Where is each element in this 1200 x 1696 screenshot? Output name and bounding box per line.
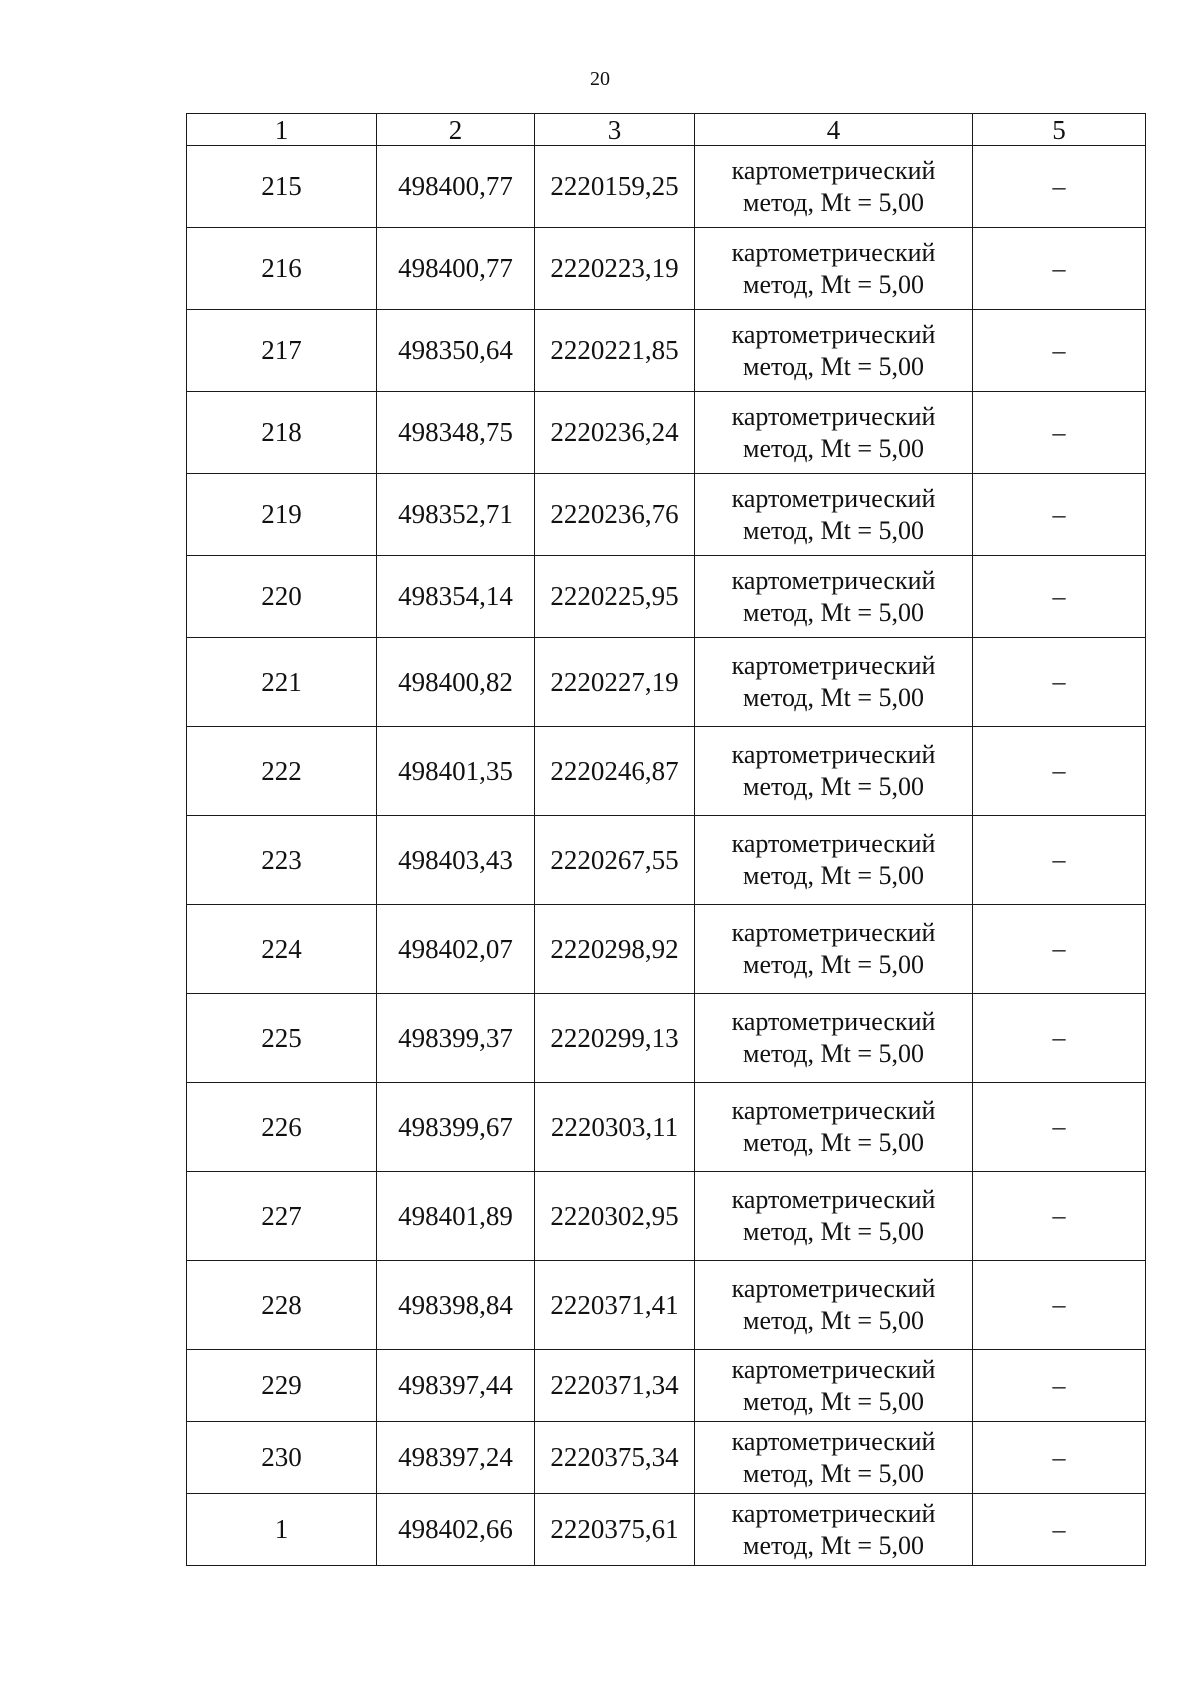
point-number-cell: 1: [187, 1494, 377, 1566]
method-cell: [695, 727, 973, 816]
method-line-1: картометрический: [731, 319, 936, 349]
method-line-2: метод, Mt = 5,00: [743, 683, 924, 712]
method-cell: [695, 905, 973, 994]
coordinate-y-cell: 2220159,25: [535, 146, 695, 228]
method-line-2: метод, Mt = 5,00: [743, 269, 924, 299]
header-row: [187, 114, 1146, 146]
note-cell: –: [973, 1083, 1146, 1172]
coordinate-y-cell: 2220267,55: [535, 816, 695, 905]
method-cell: [695, 310, 973, 392]
method-cell: [695, 1494, 973, 1566]
note-cell: –: [973, 556, 1146, 638]
table-row: [187, 556, 1146, 638]
method-line-2: метод, Mt = 5,00: [743, 772, 924, 801]
coordinate-y-cell: 2220375,61: [535, 1494, 695, 1566]
header-cell-5: 5: [973, 114, 1146, 146]
method-line-2: метод, Mt = 5,00: [743, 1306, 924, 1335]
point-number-cell: 224: [187, 905, 377, 994]
method-line-1: картометрический: [731, 829, 936, 858]
table-row: [187, 816, 1146, 905]
coordinate-x-cell: 498402,07: [377, 905, 535, 994]
table-row: [187, 228, 1146, 310]
table-row: [187, 638, 1146, 727]
point-number-cell: 215: [187, 146, 377, 228]
method-line-2: метод, Mt = 5,00: [743, 950, 924, 979]
note-cell: –: [973, 474, 1146, 556]
coordinate-x-cell: 498348,75: [377, 392, 535, 474]
method-line-1: картометрический: [731, 483, 936, 513]
method-line-2: метод, Mt = 5,00: [743, 351, 924, 381]
note-cell: –: [973, 228, 1146, 310]
point-number-cell: 217: [187, 310, 377, 392]
table-row: [187, 1261, 1146, 1350]
coordinate-y-cell: 2220371,41: [535, 1261, 695, 1350]
method-cell: [695, 392, 973, 474]
coordinate-y-cell: 2220221,85: [535, 310, 695, 392]
point-number-cell: 216: [187, 228, 377, 310]
note-cell: –: [973, 1494, 1146, 1566]
table-row: [187, 474, 1146, 556]
method-line-1: картометрический: [731, 1426, 936, 1456]
coordinate-y-cell: 2220375,34: [535, 1422, 695, 1494]
header-cell-4: 4: [695, 114, 973, 146]
coordinate-x-cell: 498350,64: [377, 310, 535, 392]
method-line-2: метод, Mt = 5,00: [743, 1217, 924, 1246]
note-cell: –: [973, 392, 1146, 474]
header-cell-3: 3: [535, 114, 695, 146]
coordinate-y-cell: 2220236,76: [535, 474, 695, 556]
note-cell: –: [973, 905, 1146, 994]
coordinate-x-cell: 498400,77: [377, 146, 535, 228]
method-line-1: картометрический: [731, 651, 936, 680]
method-line-2: метод, Mt = 5,00: [743, 1530, 924, 1560]
method-line-1: картометрический: [731, 1096, 936, 1125]
point-number-cell: 226: [187, 1083, 377, 1172]
method-cell: [695, 146, 973, 228]
note-cell: –: [973, 146, 1146, 228]
coordinate-y-cell: 2220303,11: [535, 1083, 695, 1172]
coordinates-table-container: [186, 113, 1146, 1566]
point-number-cell: 223: [187, 816, 377, 905]
table-row: [187, 994, 1146, 1083]
coordinate-x-cell: 498397,44: [377, 1350, 535, 1422]
coordinate-x-cell: 498398,84: [377, 1261, 535, 1350]
point-number-cell: 219: [187, 474, 377, 556]
method-line-2: метод, Mt = 5,00: [743, 515, 924, 545]
method-cell: [695, 556, 973, 638]
note-cell: –: [973, 1350, 1146, 1422]
coordinate-y-cell: 2220236,24: [535, 392, 695, 474]
table-row: [187, 905, 1146, 994]
method-line-1: картометрический: [731, 155, 936, 185]
point-number-cell: 222: [187, 727, 377, 816]
table-header: [187, 114, 1146, 146]
method-line-1: картометрический: [731, 1354, 936, 1384]
method-cell: [695, 1261, 973, 1350]
method-line-1: картометрический: [731, 237, 936, 267]
method-line-1: картометрический: [731, 565, 936, 595]
point-number-cell: 221: [187, 638, 377, 727]
point-number-cell: 218: [187, 392, 377, 474]
header-cell-1: 1: [187, 114, 377, 146]
point-number-cell: 225: [187, 994, 377, 1083]
coordinates-table: [186, 113, 1146, 1566]
table-row: [187, 1172, 1146, 1261]
note-cell: –: [973, 310, 1146, 392]
coordinate-x-cell: 498400,77: [377, 228, 535, 310]
coordinate-x-cell: 498402,66: [377, 1494, 535, 1566]
note-cell: –: [973, 994, 1146, 1083]
coordinate-x-cell: 498401,35: [377, 727, 535, 816]
page-number: 20: [590, 68, 610, 90]
method-line-1: картометрический: [731, 1498, 936, 1528]
coordinate-y-cell: 2220246,87: [535, 727, 695, 816]
coordinate-x-cell: 498352,71: [377, 474, 535, 556]
table-row: [187, 1422, 1146, 1494]
note-cell: –: [973, 638, 1146, 727]
method-cell: [695, 994, 973, 1083]
method-cell: [695, 1083, 973, 1172]
method-cell: [695, 1350, 973, 1422]
point-number-cell: 227: [187, 1172, 377, 1261]
method-line-2: метод, Mt = 5,00: [743, 1386, 924, 1416]
coordinate-y-cell: 2220225,95: [535, 556, 695, 638]
point-number-cell: 220: [187, 556, 377, 638]
coordinate-x-cell: 498354,14: [377, 556, 535, 638]
method-line-2: метод, Mt = 5,00: [743, 1458, 924, 1488]
note-cell: –: [973, 1422, 1146, 1494]
table-row: [187, 727, 1146, 816]
note-cell: –: [973, 1172, 1146, 1261]
coordinate-y-cell: 2220371,34: [535, 1350, 695, 1422]
method-line-1: картометрический: [731, 1274, 936, 1303]
note-cell: –: [973, 816, 1146, 905]
coordinate-x-cell: 498403,43: [377, 816, 535, 905]
point-number-cell: 228: [187, 1261, 377, 1350]
table-body: [187, 146, 1146, 1566]
note-cell: –: [973, 727, 1146, 816]
method-line-1: картометрический: [731, 918, 936, 947]
method-line-2: метод, Mt = 5,00: [743, 861, 924, 890]
coordinate-x-cell: 498399,37: [377, 994, 535, 1083]
method-line-2: метод, Mt = 5,00: [743, 1128, 924, 1157]
note-cell: –: [973, 1261, 1146, 1350]
table-row: [187, 1083, 1146, 1172]
coordinate-x-cell: 498397,24: [377, 1422, 535, 1494]
coordinate-y-cell: 2220223,19: [535, 228, 695, 310]
method-line-2: метод, Mt = 5,00: [743, 597, 924, 627]
table-row: [187, 310, 1146, 392]
table-row: [187, 1350, 1146, 1422]
coordinate-x-cell: 498400,82: [377, 638, 535, 727]
coordinate-y-cell: 2220227,19: [535, 638, 695, 727]
coordinate-x-cell: 498401,89: [377, 1172, 535, 1261]
method-line-2: метод, Mt = 5,00: [743, 433, 924, 463]
method-cell: [695, 816, 973, 905]
method-line-1: картометрический: [731, 1007, 936, 1036]
point-number-cell: 230: [187, 1422, 377, 1494]
coordinate-x-cell: 498399,67: [377, 1083, 535, 1172]
method-cell: [695, 228, 973, 310]
method-line-2: метод, Mt = 5,00: [743, 187, 924, 217]
method-line-2: метод, Mt = 5,00: [743, 1039, 924, 1068]
coordinate-y-cell: 2220302,95: [535, 1172, 695, 1261]
table-row: [187, 1494, 1146, 1566]
coordinate-y-cell: 2220299,13: [535, 994, 695, 1083]
method-line-1: картометрический: [731, 1185, 936, 1214]
method-cell: [695, 638, 973, 727]
table-row: [187, 392, 1146, 474]
coordinate-y-cell: 2220298,92: [535, 905, 695, 994]
method-line-1: картометрический: [731, 401, 936, 431]
method-cell: [695, 474, 973, 556]
method-cell: [695, 1422, 973, 1494]
table-row: [187, 146, 1146, 228]
method-cell: [695, 1172, 973, 1261]
method-line-1: картометрический: [731, 740, 936, 769]
point-number-cell: 229: [187, 1350, 377, 1422]
header-cell-2: 2: [377, 114, 535, 146]
